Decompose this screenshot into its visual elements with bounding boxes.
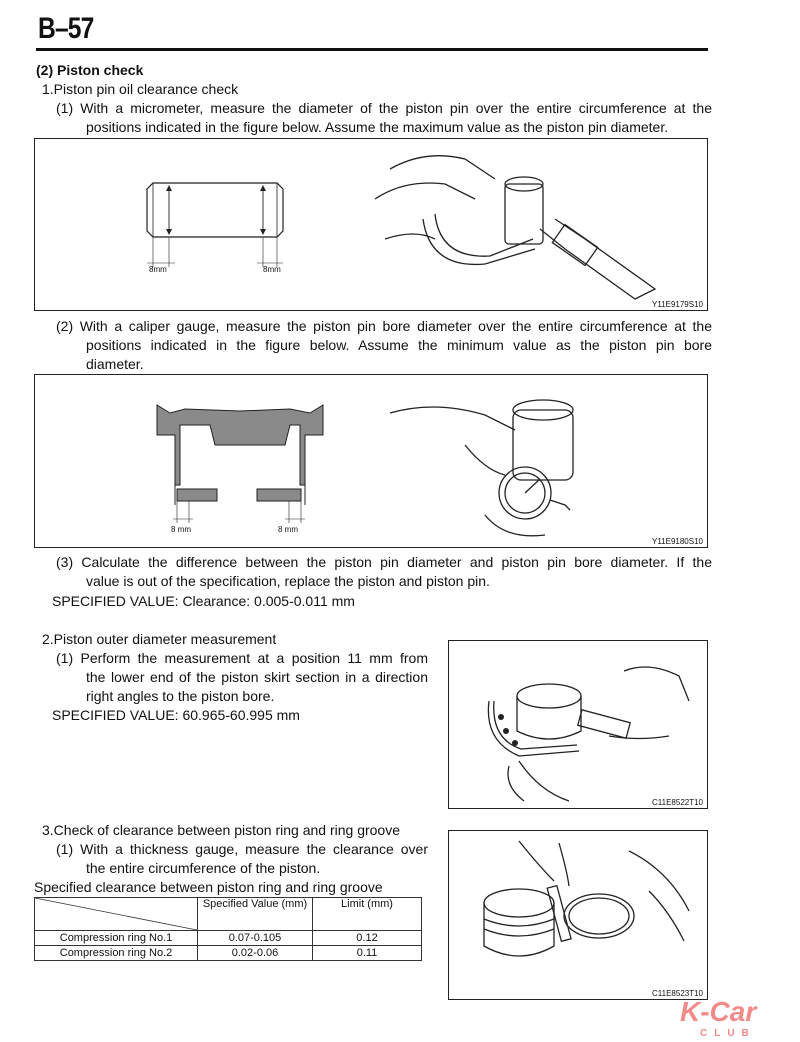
sub3-step1-line1: (1) With a thickness gauge, measure the clearance over <box>56 841 428 857</box>
watermark-logo: K-Car <box>680 996 757 1027</box>
sub1-step2-line1: (2) With a caliper gauge, measure the piston pin bore diameter over the entire circumference at the <box>56 318 712 334</box>
sub3-title: 3.Check of clearance between piston ring and ring groove <box>42 822 400 838</box>
sub1-step3-line1: (3) Calculate the difference between the piston pin diameter and piston pin bore diameter. If the <box>56 554 712 570</box>
sub1-step1-line1: (1) With a micrometer, measure the diameter of the piston pin over the entire circumference at the <box>56 100 712 116</box>
figure-piston-bore <box>34 374 708 548</box>
figure-piston-pin <box>34 138 708 311</box>
table-cell: 0.02-0.06 <box>198 946 313 961</box>
sub1-step3-line2: value is out of the specification, replace the piston and piston pin. <box>86 573 490 589</box>
table-cell: 0.07-0.105 <box>198 931 313 946</box>
sub2-step1-line3: right angles to the piston bore. <box>86 688 275 704</box>
table-cell: 0.11 <box>313 946 422 961</box>
fig1-code: Y11E9179S10 <box>651 300 703 309</box>
diagonal-line <box>35 898 197 930</box>
sub2-spec: SPECIFIED VALUE: 60.965-60.995 mm <box>52 707 300 723</box>
clearance-table <box>34 897 422 961</box>
sub1-step1-line2: positions indicated in the figure below. Assume the maximum value as the piston pin diameter. <box>86 119 669 135</box>
sub3-table-title: Specified clearance between piston ring and ring groove <box>34 879 383 895</box>
ring-groove-illustration <box>449 831 707 999</box>
fig3-code: C11E8522T10 <box>652 798 703 807</box>
sub3-step1-line2: the entire circumference of the piston. <box>86 860 321 876</box>
fig1-dim-left: 8mm <box>149 265 167 274</box>
watermark-sub: CLUB <box>700 1028 756 1039</box>
table-header-row <box>35 898 422 931</box>
table-header-cell: Limit (mm) <box>313 898 422 931</box>
header-rule <box>36 48 708 51</box>
fig2-dim-right: 8 mm <box>278 525 298 534</box>
fig2-code: Y11E9180S10 <box>651 537 703 546</box>
table-row <box>35 946 422 961</box>
sub2-step1-line2: the lower end of the piston skirt section in a direction <box>86 669 428 685</box>
sub1-step2-line2: positions indicated in the figure below. Assume the minimum value as the piston pin bore <box>86 337 712 353</box>
sub1-step2-line3: diameter. <box>86 356 144 372</box>
table-cell: 0.12 <box>313 931 422 946</box>
piston-bore-diagram <box>35 375 707 547</box>
page-number: B–57 <box>38 12 94 45</box>
table-row <box>35 931 422 946</box>
fig1-dim-right: 8mm <box>263 265 281 274</box>
fig2-dim-left: 8 mm <box>171 525 191 534</box>
figure-piston-outer-diameter <box>448 640 708 809</box>
table-header-cell: Specified Value (mm) <box>198 898 313 931</box>
piston-pin-diagram <box>35 139 707 310</box>
table-cell: Compression ring No.1 <box>35 931 198 946</box>
figure-ring-groove-clearance <box>448 830 708 1000</box>
table-corner-cell <box>35 898 198 931</box>
fig4-code: C11E8523T10 <box>652 989 703 998</box>
sub1-title: 1.Piston pin oil clearance check <box>42 81 239 97</box>
section-title: (2) Piston check <box>36 62 144 78</box>
sub1-spec: SPECIFIED VALUE: Clearance: 0.005-0.011 mm <box>52 593 355 609</box>
table-cell: Compression ring No.2 <box>35 946 198 961</box>
sub2-title: 2.Piston outer diameter measurement <box>42 631 277 647</box>
sub2-step1-line1: (1) Perform the measurement at a position 11 mm from <box>56 650 428 666</box>
outer-diameter-illustration <box>449 641 707 808</box>
